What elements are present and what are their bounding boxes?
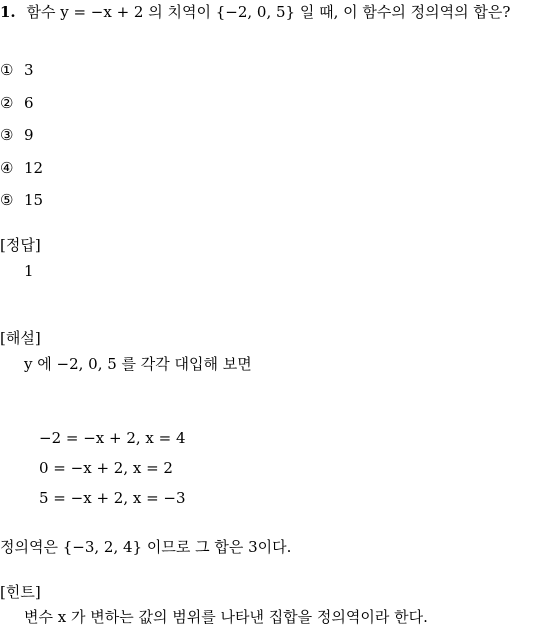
choice-4[interactable] [0,159,43,177]
choice-1[interactable] [0,61,34,79]
choice-1-value: 3 [24,61,34,79]
equation-3: 5 = −x + 2, x = −3 [39,489,186,507]
choice-3-mark: ③ [0,126,14,144]
choice-4-mark: ④ [0,159,14,177]
question-number: 1. [0,3,16,21]
hint-text: 변수 x 가 변하는 값의 범위를 나타낸 집합을 정의역이라 한다. [24,608,428,626]
hint-heading: [힌트] [0,583,41,601]
choice-4-value: 12 [24,159,44,177]
choice-2[interactable] [0,94,34,112]
explanation-intro: y 에 −2, 0, 5 를 각각 대입해 보면 [24,355,252,373]
choice-5[interactable] [0,191,43,209]
explanation-conclusion: 정의역은 {−3, 2, 4} 이므로 그 합은 3이다. [0,538,292,556]
explanation-heading: [해설] [0,329,41,347]
question-text: 함수 y = −x + 2 의 치역이 {−2, 0, 5} 일 때, 이 함수의 정의역의 합은? [26,3,511,21]
equation-1: −2 = −x + 2, x = 4 [39,429,186,447]
choice-2-value: 6 [24,94,34,112]
question [0,3,510,21]
equation-2: 0 = −x + 2, x = 2 [39,459,173,477]
choice-2-mark: ② [0,94,14,112]
choice-5-value: 15 [24,191,44,209]
choice-3[interactable] [0,126,34,144]
choice-5-mark: ⑤ [0,191,14,209]
answer-value: 1 [24,262,34,280]
choice-1-mark: ① [0,61,14,79]
choice-3-value: 9 [24,126,34,144]
answer-heading: [정답] [0,236,41,254]
